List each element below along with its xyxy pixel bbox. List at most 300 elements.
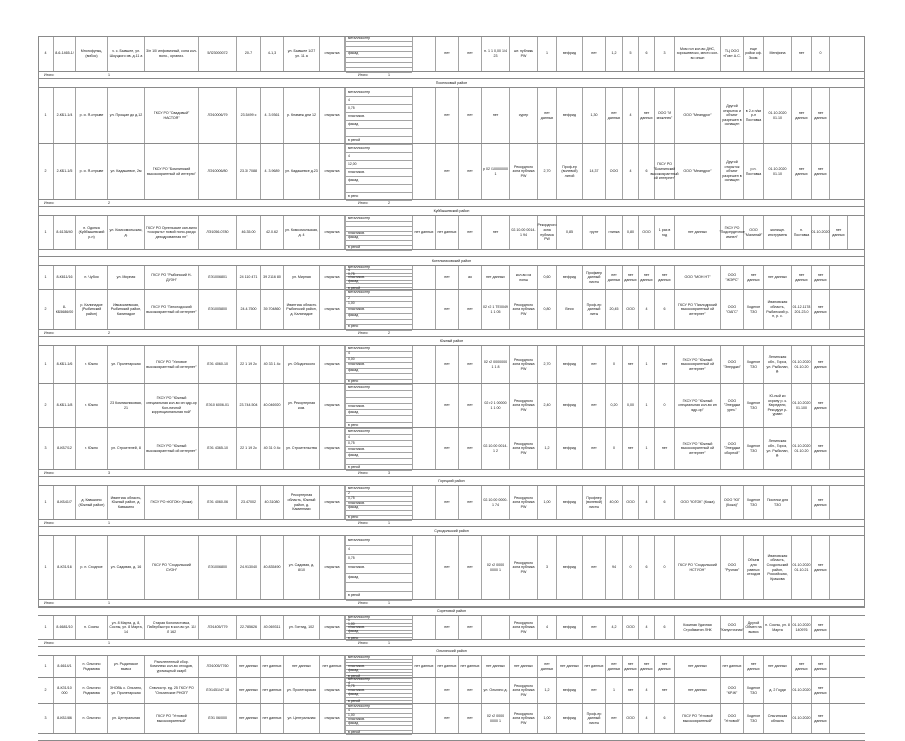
table-cell: нет bbox=[436, 616, 459, 639]
table-cell bbox=[413, 88, 436, 143]
container-line: в рено bbox=[346, 515, 412, 521]
table-row bbox=[38, 656, 865, 678]
table-cell: нет данных bbox=[812, 144, 830, 199]
table-cell: грунт bbox=[583, 216, 606, 249]
table-cell: ООО "И мэжлнек" bbox=[655, 88, 675, 143]
container-line: пластиков. bbox=[346, 307, 412, 314]
container-line: 1,00 bbox=[346, 713, 412, 718]
table-cell: нет данных bbox=[812, 704, 830, 733]
container-type-block bbox=[345, 704, 413, 733]
container-line: 0,75 bbox=[346, 273, 412, 277]
table-cell: Ленинская обл., Гороз, ул. Рыбилан, д. bbox=[764, 428, 792, 469]
table-cell: нет bbox=[459, 88, 482, 143]
table-cell: ул. Гонтид, 102 bbox=[284, 616, 320, 639]
container-line: пластиков. bbox=[346, 501, 412, 507]
table-cell: ООО "Капусточная" bbox=[721, 616, 744, 639]
container-line: 0,00 bbox=[346, 357, 412, 363]
container-line: пластиков. bbox=[346, 446, 412, 453]
container-line: 4 bbox=[346, 96, 412, 105]
table-cell: ЛЭ1405/779 bbox=[199, 616, 237, 639]
container-line: 0,75 bbox=[346, 496, 412, 502]
table-cell: 1 bbox=[38, 216, 54, 249]
container-line: фасад bbox=[346, 368, 412, 374]
table-cell: Расчлененный сбор. Комплекс кол-во отходов, урочищный скарб bbox=[145, 656, 199, 677]
table-cell: открытка bbox=[320, 384, 345, 427]
table-cell: 0 bbox=[623, 536, 639, 599]
table-cell: глинка bbox=[606, 216, 623, 249]
table-cell: ООО bbox=[623, 290, 639, 329]
table-cell: 4 bbox=[639, 678, 655, 703]
container-type-block bbox=[345, 428, 413, 469]
table-cell: ООО bbox=[623, 486, 639, 519]
table-cell: 40.31080 bbox=[261, 486, 284, 519]
table-cell: нет bbox=[655, 678, 675, 703]
table-cell: вефрид bbox=[557, 266, 583, 289]
table-cell: ТЦ ООО «Гов» А.С. bbox=[721, 36, 744, 71]
table-cell: п. Сосны, ул. 8 Марта bbox=[764, 616, 792, 639]
table-cell: вефрид bbox=[557, 704, 583, 733]
table-cell: 6 bbox=[639, 36, 655, 71]
table-cell: в 2-х п/ки р-н Поставка bbox=[744, 88, 764, 143]
section-total bbox=[38, 734, 865, 741]
table-cell: нет bbox=[436, 36, 459, 71]
container-line: 4 bbox=[346, 682, 412, 687]
table-cell: Рекордного зона публика PW bbox=[510, 384, 538, 427]
total-cell: Итого: bbox=[44, 73, 55, 77]
table-cell: ООО "ЮГ (Кожа)" bbox=[721, 486, 744, 519]
table-cell: 02 г2 0000 0000 1 bbox=[482, 704, 510, 733]
table-cell: Рекордного зона публика PW bbox=[510, 290, 538, 329]
table-cell: открытка bbox=[320, 486, 345, 519]
table-cell bbox=[413, 678, 436, 703]
table-cell: 8-КЗ1/16 bbox=[54, 536, 76, 599]
table-cell: нет bbox=[459, 144, 482, 199]
container-line: фасад bbox=[346, 669, 412, 673]
table-cell: Ивантиск область, Южный район, д. Кавыкино bbox=[108, 486, 145, 519]
table-cell: ул. Центральная bbox=[284, 704, 320, 733]
container-line: 1 bbox=[346, 619, 412, 623]
table-cell: нет данных bbox=[721, 656, 744, 677]
total-cell: Итого: bbox=[358, 601, 369, 605]
table-cell: 4 bbox=[623, 144, 639, 199]
table-cell: нет данных bbox=[812, 384, 830, 427]
container-type-block bbox=[345, 216, 413, 249]
total-cell: 2 bbox=[108, 201, 110, 205]
section-total bbox=[38, 200, 865, 207]
table-cell: нет данных bbox=[639, 266, 655, 289]
table-cell: ул. Садовая, д. 8/10 bbox=[284, 536, 320, 599]
table-cell: 8-К611/16 bbox=[54, 266, 76, 289]
total-cell: Итого: bbox=[44, 601, 55, 605]
table-cell: р. п. Сходное bbox=[76, 536, 108, 599]
table-cell: ГКСУ РО "Южный высокоярантный ой интернет" bbox=[675, 346, 721, 383]
table-cell: 0 bbox=[655, 384, 675, 427]
container-line: в реной bbox=[346, 700, 412, 705]
table-cell: Ходегон ТЗО bbox=[744, 290, 764, 329]
table-cell: 23.3/ 7088 bbox=[237, 144, 261, 199]
table-cell bbox=[413, 144, 436, 199]
table-cell: ул. Пролетарская bbox=[108, 346, 145, 383]
table-cell: Рекордного зона публика PW bbox=[510, 678, 538, 703]
table-cell: нет bbox=[436, 704, 459, 733]
table-row bbox=[38, 266, 865, 290]
table-cell: 1 bbox=[639, 384, 655, 427]
table-cell: нет данных bbox=[675, 216, 721, 249]
table-cell: 01.10.2020 01.10 bbox=[764, 144, 792, 199]
table-cell: 4 bbox=[639, 616, 655, 639]
table-cell: 40,00 bbox=[606, 486, 623, 519]
table-cell: 20-7 bbox=[237, 36, 261, 71]
table-cell: Профмер данный листы bbox=[583, 266, 606, 289]
table-cell: нет bbox=[436, 266, 459, 289]
table-cell: нет bbox=[436, 536, 459, 599]
table-cell: нет данных bbox=[237, 656, 261, 677]
table-cell bbox=[413, 428, 436, 469]
table-cell: 8-КБ1-1/6 bbox=[54, 346, 76, 383]
table-cell: ГКСУ РО "Рыбинский Н-ДУЗН" bbox=[145, 266, 199, 289]
container-line: 1,00 bbox=[346, 623, 412, 627]
table-cell: 1,2 bbox=[538, 428, 557, 469]
table-row bbox=[38, 616, 865, 640]
container-line: фасад bbox=[346, 280, 412, 284]
section-total bbox=[38, 520, 865, 527]
table-cell: 14,37 bbox=[583, 144, 606, 199]
table-cell: ул. Мирная bbox=[284, 266, 320, 289]
table-cell: 8-КБ41/7 bbox=[54, 486, 76, 519]
table-cell: 01.12.1178 201.23.0 bbox=[792, 290, 812, 329]
table-cell: р.н. Поставка bbox=[744, 144, 764, 199]
table-cell: 4-1,3 bbox=[261, 36, 284, 71]
container-line: в реной bbox=[346, 245, 412, 251]
container-line: металлоконтр bbox=[346, 704, 412, 709]
table-cell: Проф-ер данный литы bbox=[583, 290, 606, 329]
container-line: в реной bbox=[346, 730, 412, 735]
table-cell: нет данных bbox=[812, 428, 830, 469]
total-cell: 3 bbox=[108, 471, 110, 475]
table-cell: ЛЭ1 4365-10 bbox=[199, 428, 237, 469]
table-cell: ЛЭ1 4060-10 bbox=[199, 346, 237, 383]
container-line: 0,75 bbox=[346, 685, 412, 690]
table-cell: нет bbox=[436, 290, 459, 329]
section-title: Соретовой район bbox=[38, 607, 865, 616]
table-cell: ул. Комсомольская, д. bbox=[108, 216, 145, 249]
table-cell: нет bbox=[436, 486, 459, 519]
table-cell: Ленинская обл., Гороз, ул. Рыбилан, д. bbox=[764, 346, 792, 383]
table-cell: нет данных bbox=[830, 216, 848, 249]
table-cell: 1 bbox=[38, 486, 54, 519]
table-cell: нет bbox=[583, 428, 606, 469]
registry-table bbox=[38, 36, 865, 734]
container-line: пластиков. bbox=[346, 362, 412, 368]
container-line: фасад bbox=[346, 721, 412, 726]
table-cell: нет данных bbox=[261, 656, 284, 677]
container-line: металлоконтр bbox=[346, 88, 412, 97]
table-cell: ООО "Меандрог" bbox=[675, 144, 721, 199]
table-cell: ООО "Ручная" bbox=[721, 536, 744, 599]
total-cell: Итого: bbox=[358, 471, 369, 475]
table-cell: 02 г2 0000000 1 1 8 bbox=[482, 346, 510, 383]
container-line: металлоконтр bbox=[346, 346, 412, 352]
table-cell: нет bbox=[459, 704, 482, 733]
table-cell: нет bbox=[459, 616, 482, 639]
table-cell: нет bbox=[436, 428, 459, 469]
table-cell: нет bbox=[623, 428, 639, 469]
table-cell: Ходегон ТЗО bbox=[744, 704, 764, 733]
table-cell: Рекордного зона публика PW bbox=[510, 144, 538, 199]
table-cell: ГКСУ РО "Узловое высокоярантный ой интернет" bbox=[145, 346, 199, 383]
total-cell: Итого: bbox=[358, 641, 369, 645]
table-cell: ул. Центральная bbox=[108, 704, 145, 733]
table-cell: ул. Ольгино д. bbox=[482, 678, 510, 703]
table-cell: ул. Кадашевсе, 2м bbox=[108, 144, 145, 199]
table-cell: 1,2 bbox=[606, 36, 623, 71]
table-cell: нет bbox=[655, 346, 675, 383]
table-cell: нет bbox=[459, 216, 482, 249]
table-cell: 6 bbox=[639, 144, 655, 199]
table-cell: нет bbox=[482, 88, 510, 143]
total-cell: 2 bbox=[388, 201, 390, 205]
table-cell: 8-КБ1-1/8 bbox=[54, 384, 76, 427]
table-cell: нет данных bbox=[261, 678, 284, 703]
container-line: фасад bbox=[346, 505, 412, 511]
table-cell: 24.913040 bbox=[237, 536, 261, 599]
container-line: пластиков. bbox=[346, 626, 412, 630]
table-cell: 2 bbox=[38, 290, 54, 329]
table-cell: ул. Садовая, д. 16 bbox=[108, 536, 145, 599]
total-cell: Итого: bbox=[44, 201, 55, 205]
container-line: фасад bbox=[346, 409, 412, 416]
table-cell: нет bbox=[623, 346, 639, 383]
container-line: в рено bbox=[346, 192, 412, 201]
table-cell: нет данных bbox=[655, 266, 675, 289]
table-cell: нет bbox=[459, 428, 482, 469]
container-line: в реной bbox=[346, 464, 412, 471]
container-line: металлоконтр bbox=[346, 428, 412, 435]
table-cell: п. Ольгино bbox=[76, 704, 108, 733]
table-cell: ГКСУ РО "Сходольский НСТУОН" bbox=[675, 536, 721, 599]
table-cell: п. Ольгино Родимова bbox=[76, 656, 108, 677]
table-cell: нет данных bbox=[459, 656, 482, 677]
table-cell: вефрид bbox=[557, 36, 583, 71]
table-cell: 40.069311 bbox=[261, 616, 284, 639]
table-cell: нет данных bbox=[675, 678, 721, 703]
table-cell: Ю-ный ки охрану р. к. Кюредели, Рекодуун р-уравн bbox=[764, 384, 792, 427]
table-cell: вефрид bbox=[557, 486, 583, 519]
table-cell: 4 bbox=[639, 486, 655, 519]
table-cell: открытка bbox=[320, 536, 345, 599]
table-cell: 8-КЗ1/10 000 bbox=[54, 678, 76, 703]
table-cell: д. Кавыкино (Южный район) bbox=[76, 486, 108, 519]
table-cell: Мом гол кол-во ДНС, хорошевеско, место кол-во опшн bbox=[675, 36, 721, 71]
table-cell: 2,40 bbox=[538, 384, 557, 427]
container-line: металлоконтр bbox=[346, 36, 412, 42]
table-cell: Ходегон ТЗО bbox=[744, 428, 764, 469]
table-cell: вефрид bbox=[557, 346, 583, 383]
table-cell: ООО bbox=[623, 616, 639, 639]
table-cell: 02.10.00 0000-1 74 bbox=[482, 486, 510, 519]
container-type-block bbox=[345, 678, 413, 703]
table-cell: ГКСУ РО "Южный специальная кол-во ин ядр-ор Кол-ничной коррекциональная ной" bbox=[145, 384, 199, 427]
table-cell: 23.744.504 bbox=[237, 384, 261, 427]
table-cell: открытка bbox=[320, 216, 345, 249]
table-cell: 2 bbox=[38, 384, 54, 427]
table-cell: ул. Строителей, 8 bbox=[108, 428, 145, 469]
table-cell: нет bbox=[459, 536, 482, 599]
table-cell: ГКСУ РО "Гиполодоский высокоярантный ой интернет" bbox=[145, 290, 199, 329]
table-cell: 2,70 bbox=[538, 144, 557, 199]
table-cell: г. Южно bbox=[76, 346, 108, 383]
table-cell: ул. Пролетарская bbox=[284, 678, 320, 703]
container-line: фасад bbox=[346, 693, 412, 698]
total-cell: 1 bbox=[388, 641, 390, 645]
table-cell: п. Ольгино Родимова bbox=[76, 678, 108, 703]
table-cell: вефрид bbox=[557, 678, 583, 703]
total-cell: 1 bbox=[108, 521, 110, 525]
table-cell: 1 bbox=[38, 616, 54, 639]
table-cell: 8-6614/1 bbox=[54, 656, 76, 677]
table-cell: ООО bbox=[606, 144, 623, 199]
table-cell: ул. Рыдинское вывоз bbox=[108, 656, 145, 677]
table-cell: ГКСУ РО Оргельские кан-вило «сокрыть» новой ноно-рахдо деходрованная нн" bbox=[145, 216, 199, 249]
table-cell: нет данных bbox=[639, 656, 655, 677]
total-cell: 1 bbox=[108, 601, 110, 605]
table-cell: ЛЭ1 06/000 bbox=[199, 704, 237, 733]
table-cell: 0 bbox=[655, 536, 675, 599]
container-type-block bbox=[345, 144, 413, 199]
container-line: фасад bbox=[346, 630, 412, 634]
table-cell: ч. с. Бывшее, ул. Шоуцкого ив. д.11 а bbox=[108, 36, 145, 71]
table-cell: нет данных bbox=[792, 266, 812, 289]
total-cell: Итого: bbox=[44, 331, 55, 335]
table-cell: 1,2 bbox=[538, 678, 557, 703]
table-cell: 02.10.00 0014-1 94 bbox=[510, 216, 538, 249]
container-line: 2 bbox=[346, 491, 412, 497]
table-cell: нет данных bbox=[623, 656, 639, 677]
table-cell: нет данных bbox=[764, 656, 792, 677]
table-cell: 0,85 bbox=[557, 216, 583, 249]
container-line: в рено bbox=[346, 324, 412, 331]
table-cell: 1 bbox=[38, 536, 54, 599]
table-cell: нет bbox=[459, 290, 482, 329]
container-type-block bbox=[345, 616, 413, 639]
table-cell: д. 2 Гоуди bbox=[764, 678, 792, 703]
table-cell: открытка bbox=[320, 290, 345, 329]
section-title: Горецкий район bbox=[38, 477, 865, 486]
total-cell: Итого: bbox=[358, 521, 369, 525]
table-cell: Менфина bbox=[764, 36, 792, 71]
table-cell: ул. Мирная bbox=[108, 266, 145, 289]
table-cell: 02 г2 0000 0000 1 bbox=[482, 536, 510, 599]
table-cell: нет данных bbox=[413, 216, 436, 249]
table-cell: Кокиная Удачная Стройматин ЛНК bbox=[675, 616, 721, 639]
table-cell: ГКСУ РО "Южный высокоярантный ой интернет" bbox=[145, 428, 199, 469]
table-cell: нет данных bbox=[482, 656, 510, 677]
table-cell: 20,45 bbox=[606, 290, 623, 329]
table-cell: 6 bbox=[639, 536, 655, 599]
section-total bbox=[38, 640, 865, 647]
table-cell: п. 1 1 0,00 1/4 23 bbox=[482, 36, 510, 71]
table-cell: ГКСУ РО "Бомлинский высокоярантный ой интерно" bbox=[145, 144, 199, 199]
table-cell: 1 bbox=[38, 266, 54, 289]
table-cell: 0 bbox=[812, 36, 830, 71]
table-cell: нет bbox=[583, 616, 606, 639]
table-cell: 1,30 bbox=[583, 88, 606, 143]
table-cell: нет bbox=[583, 36, 606, 71]
table-cell: 3 bbox=[655, 36, 675, 71]
table-cell: нет данных bbox=[792, 656, 812, 677]
container-line: в реной bbox=[346, 675, 412, 679]
table-cell: открытка bbox=[320, 144, 345, 199]
section-title: Южный район bbox=[38, 337, 865, 346]
container-type-block bbox=[345, 536, 413, 599]
table-cell: п. Одонка (Куйбышевский р-н) bbox=[76, 216, 108, 249]
table-cell: нет данных bbox=[812, 346, 830, 383]
table-cell: п. Сосны bbox=[76, 616, 108, 639]
table-cell: 1 bbox=[38, 656, 54, 677]
table-cell: нет данных bbox=[812, 536, 830, 599]
container-line: 4 bbox=[346, 708, 412, 713]
total-cell: 2 bbox=[388, 331, 390, 335]
table-cell bbox=[413, 346, 436, 383]
table-cell: 23 Компасниковая, 21 bbox=[108, 384, 145, 427]
table-row bbox=[38, 428, 865, 470]
table-cell: 22.785626 bbox=[237, 616, 261, 639]
table-cell: 1,00 bbox=[538, 486, 557, 519]
total-cell: 3 bbox=[388, 471, 390, 475]
total-cell: 1 bbox=[388, 521, 390, 525]
table-cell: 4 bbox=[623, 88, 639, 143]
table-cell: нет bbox=[436, 88, 459, 143]
total-cell: 1 bbox=[388, 601, 390, 605]
table-cell: Другой Обмен на вывоз bbox=[744, 616, 764, 639]
container-line: металлоконтр bbox=[346, 678, 412, 683]
table-cell: ГКСУ РО "Пизлодрский высокоярантный ой интернет" bbox=[675, 290, 721, 329]
table-cell: Ивановская область, Сходольский район, Российская, Кражова bbox=[764, 536, 792, 599]
table-cell: ул. Рекортерная ком. bbox=[284, 384, 320, 427]
table-cell: нет bbox=[583, 384, 606, 427]
table-cell: ООО bbox=[623, 704, 639, 733]
table-cell: ООО "Угловой" bbox=[721, 704, 744, 733]
table-cell: 8-КБ7/12 bbox=[54, 428, 76, 469]
table-cell: 8-6-1465-1/ bbox=[54, 36, 76, 71]
table-cell: открытка bbox=[320, 428, 345, 469]
table-cell: ГКСУ РО "Угловой высокоярантный" bbox=[675, 704, 721, 733]
table-cell: 1 раз в год bbox=[655, 216, 675, 249]
table-cell: 40 33 1 4с bbox=[261, 346, 284, 383]
table-cell: Веся bbox=[557, 290, 583, 329]
table-cell: 6 bbox=[655, 290, 675, 329]
container-line: в рено bbox=[346, 379, 412, 385]
table-cell: нет данных bbox=[792, 88, 812, 143]
container-line: в реной bbox=[346, 136, 412, 145]
table-cell: нет bbox=[436, 384, 459, 427]
container-line: в реной bbox=[346, 591, 412, 601]
table-cell: 39.704860 bbox=[261, 290, 284, 329]
table-cell bbox=[413, 384, 436, 427]
table-cell: 02.10.00 0014-1 2 bbox=[482, 428, 510, 469]
table-cell: Ивантиск область Рыбинский район, д. Калинадое bbox=[284, 290, 320, 329]
container-line: 4 bbox=[346, 434, 412, 441]
table-cell: Ивановская область, Рыбинский р-н, р. с. bbox=[764, 290, 792, 329]
table-cell bbox=[413, 36, 436, 71]
table-cell: 01.10.2020 01.10.21 bbox=[792, 536, 812, 599]
container-line: пластиков. bbox=[346, 689, 412, 694]
table-cell: Многофункц. (вибос) bbox=[76, 36, 108, 71]
table-cell: Рекордного зона публика PW bbox=[510, 616, 538, 639]
table-cell: 42.0.62 bbox=[261, 216, 284, 249]
table-cell: ЛЭ1 4060-06 bbox=[199, 486, 237, 519]
table-cell: ООО "Энерджи" bbox=[721, 346, 744, 383]
